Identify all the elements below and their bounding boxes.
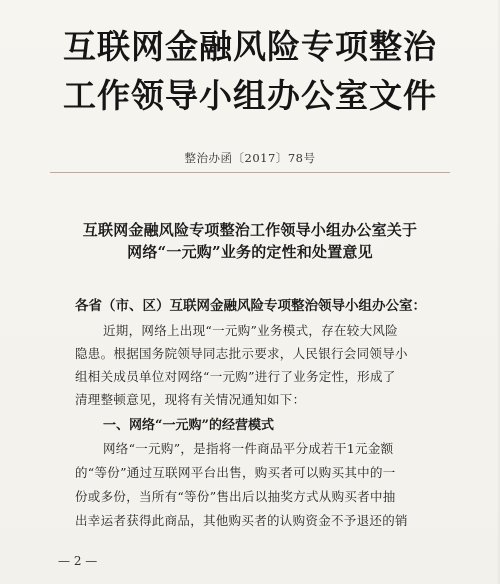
subject-title-line-2: 网络“一元购”业务的定性和处置意见 [127, 243, 373, 261]
addressee-line: 各省（市、区）互联网金融风险专项整治领导小组办公室： [75, 298, 426, 314]
body-paragraph-2-line-3: 份或多份，当所有“等份”售出后以抽奖方式从购买者中抽 [75, 489, 396, 504]
subject-title-line-1: 互联网金融风险专项整治工作领导小组办公室关于 [82, 221, 418, 239]
body-paragraph-2-line-1: 网络“一元购”，是指将一件商品平分成若干1元金额 [103, 441, 394, 456]
issuer-title-line-2: 工作领导小组办公室文件 [63, 76, 437, 115]
body-paragraph-1-line-3: 组相关成员单位对网络“一元购”进行了业务定性，形成了 [75, 369, 396, 384]
document-number: 整治办函〔2017〕78号 [184, 151, 316, 165]
issuer-title-line-1: 互联网金融风险专项整治 [63, 27, 437, 66]
red-separator-rule [50, 172, 450, 173]
page-number: — 2 — [58, 554, 98, 568]
body-paragraph-2-line-2: 的“等份”通过互联网平台出售，购买者可以购买其中的一 [75, 465, 396, 480]
body-paragraph-1-line-4: 清理整顿意见，现将有关情况通知如下： [75, 392, 306, 407]
body-paragraph-1-line-2: 隐患。根据国务院领导同志批示要求，人民银行会同领导小 [75, 346, 408, 361]
body-paragraph-1-line-1: 近期，网络上出现“一元购”业务模式，存在较大风险 [103, 323, 398, 338]
section-heading: 一、网络“一元购”的经营模式 [103, 418, 274, 433]
body-paragraph-2-line-4: 出幸运者获得此商品，其他购买者的认购资金不予退还的销 [75, 513, 408, 528]
